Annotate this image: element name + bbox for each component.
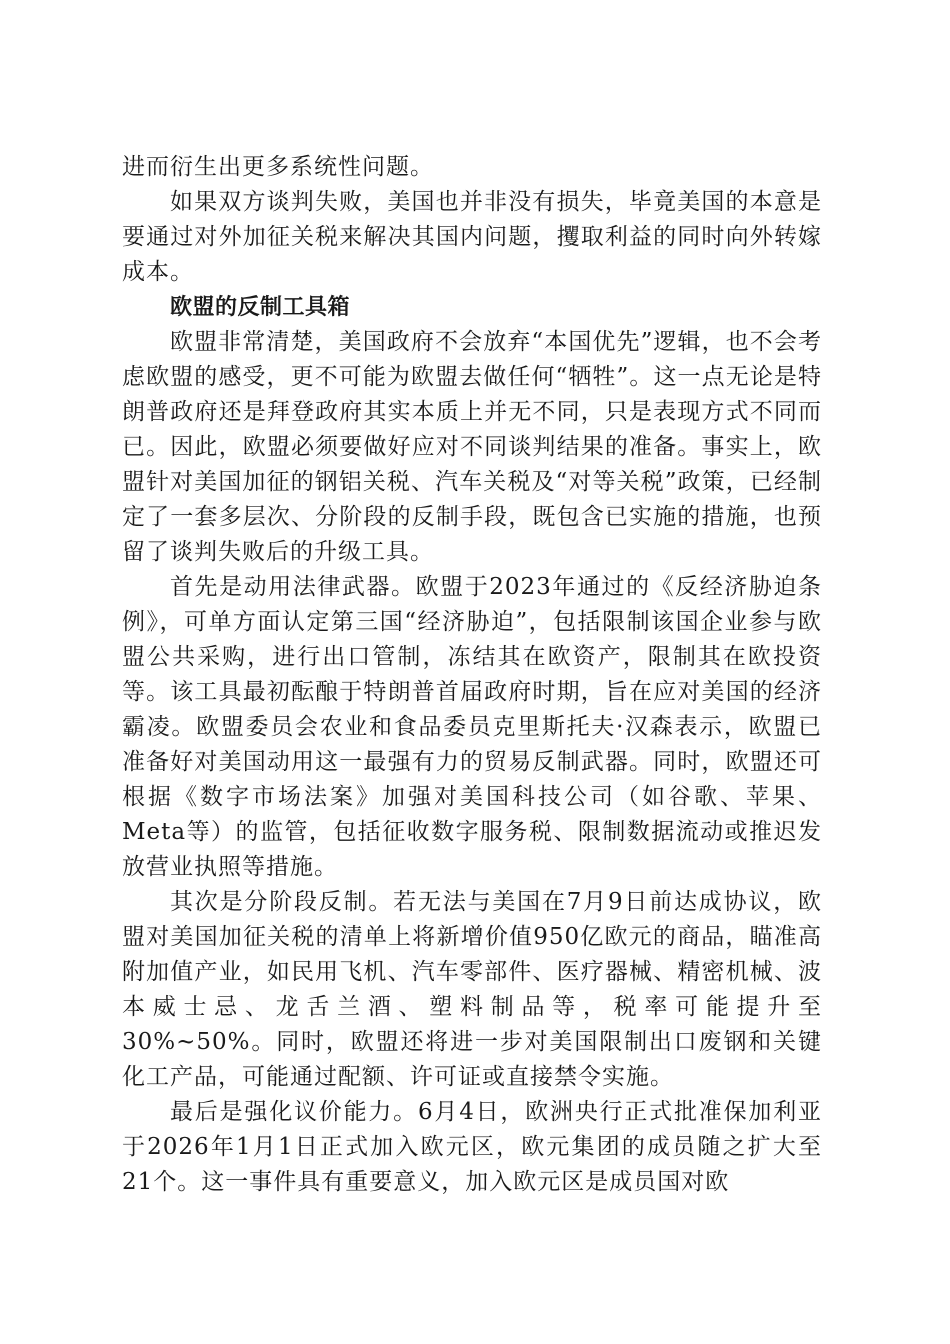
section-heading-eu-toolbox: 欧盟的反制工具箱 (170, 295, 351, 320)
article-body (122, 150, 822, 1200)
paragraph-phased-countermeasures: 其次是分阶段反制。若无法与美国在7月9日前达成协议，欧盟对美国加征关税的清单上将新增价值950亿欧元的商品，瞄准高附加值产业，如民用飞机、汽车零部件、医疗器械、精密机械、波本威士忌、龙舌兰酒、塑料制品等，税率可能提升至30%~50%。同时，欧盟还将进一步对美国限制出口废钢和关键化工产品，可能通过配额、许可证或直接禁令实施。 (122, 889, 822, 1090)
paragraph-continued: 进而衍生出更多系统性问题。 (122, 154, 434, 180)
paragraph-legal-weapons: 首先是动用法律武器。欧盟于2023年通过的《反经济胁迫条例》，可单方面认定第三国“经济胁迫”，包括限制该国企业参与欧盟公共采购，进行出口管制，冻结其在欧资产，限制其在欧投资等。该工具最初酝酿于特朗普首届政府时期，旨在应对美国的经济霸凌。欧盟委员会农业和食品委员克里斯托夫·汉森表示，欧盟已准备好对美国动用这一最强有力的贸易反制武器。同时，欧盟还可根据《数字市场法案》加强对美国科技公司（如谷歌、苹果、Meta等）的监管，包括征收数字服务税、限制数据流动或推迟发放营业执照等措施。 (122, 574, 822, 880)
paragraph-eu-preparation: 欧盟非常清楚，美国政府不会放弃“本国优先”逻辑，也不会考虑欧盟的感受，更不可能为欧盟去做任何“牺牲”。这一点无论是特朗普政府还是拜登政府其实本质上并无不同，只是表现方式不同而已。因此，欧盟必须要做好应对不同谈判结果的准备。事实上，欧盟针对美国加征的钢铝关税、汽车关税及“对等关税”政策，已经制定了一套多层次、分阶段的反制手段，既包含已实施的措施，也预留了谈判失败后的升级工具。 (122, 329, 822, 565)
paragraph-us-losses: 如果双方谈判失败，美国也并非没有损失，毕竟美国的本意是要通过对外加征关税来解决其国内问题，攫取利益的同时向外转嫁成本。 (122, 189, 822, 285)
paragraph-bargaining-power: 最后是强化议价能力。6月4日，欧洲央行正式批准保加利亚于2026年1月1日正式加入欧元区，欧元集团的成员随之扩大至21个。这一事件具有重要意义，加入欧元区是成员国对欧 (122, 1099, 822, 1195)
